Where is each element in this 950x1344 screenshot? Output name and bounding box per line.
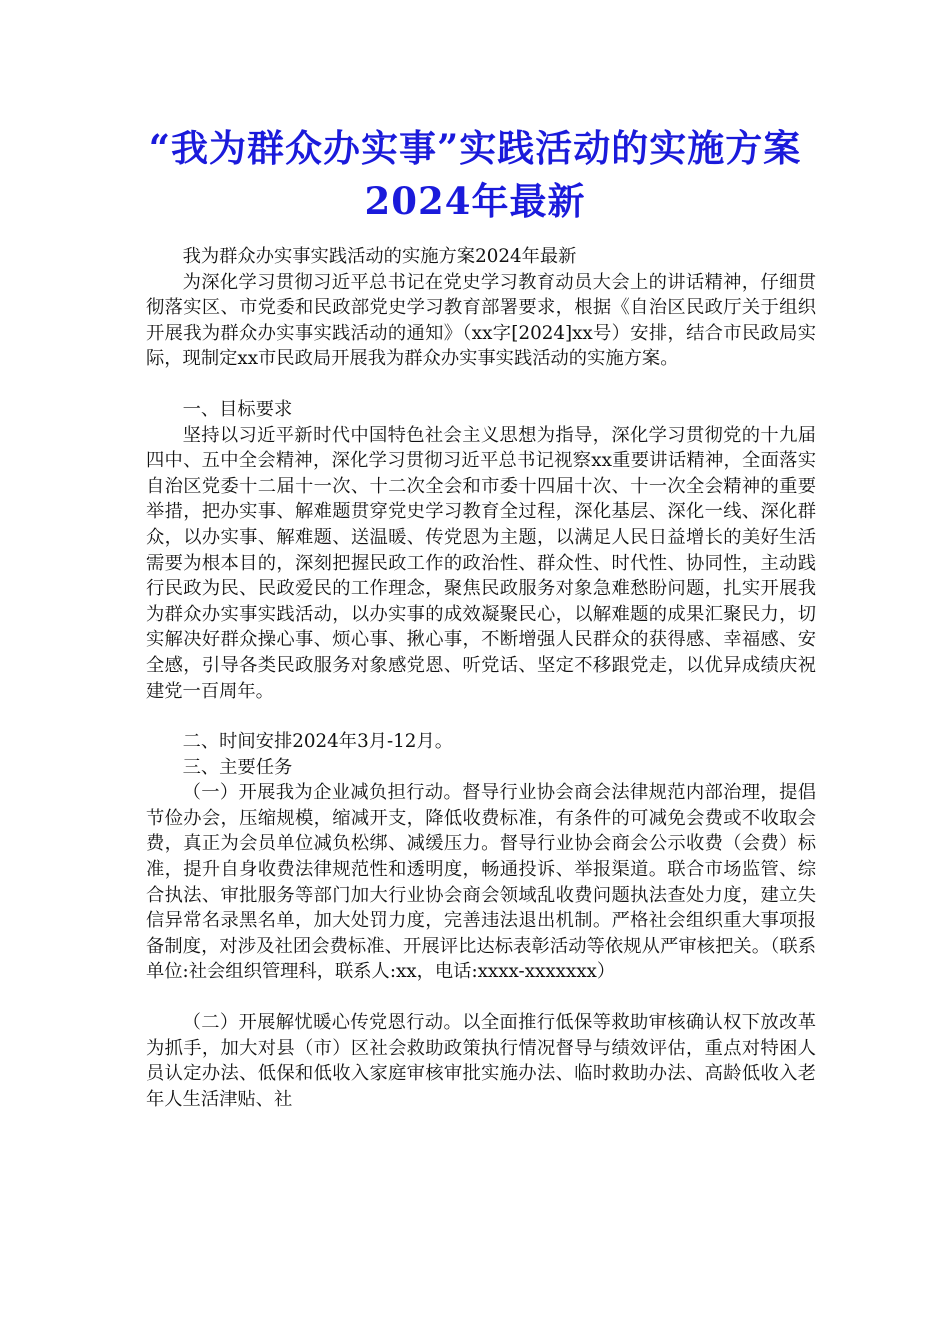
document-title: “我为群众办实事”实践活动的实施方案2024年最新 (148, 126, 802, 223)
document-body (146, 244, 816, 1112)
section-heading-schedule: 二、时间安排2024年3月-12月。 (182, 731, 454, 753)
section-heading-goals: 一、目标要求 (182, 398, 293, 420)
intro-paragraph: 为深化学习贯彻习近平总书记在党史学习教育动员大会上的讲话精神，仔细贯彻落实区、市党委和民政部党史学习教育部署要求，根据《自治区民政厅关于组织开展我为群众办实事实践活动的通知》（xx字[2024]xx号）安排，结合市民政局实际，现制定xx市民政局开展我为群众办实事实践活动的实施方案。 (146, 271, 816, 370)
task-one-paragraph: （一）开展我为企业减负担行动。督导行业协会商会法律规范内部治理，提倡节俭办会，压缩规模，缩减开支，降低收费标准，有条件的可减免会费或不收取会费，真正为会员单位减负松绑、减缓压力。督导行业协会商会公示收费（会费）标准，提升自身收费法律规范性和透明度，畅通投诉、举报渠道。联合市场监管、综合执法、审批服务等部门加大行业协会商会领域乱收费问题执法查处力度，建立失信异常名录黑名单，加大处罚力度，完善违法退出机制。严格社会组织重大事项报备制度，对涉及社团会费标准、开展评比达标表彰活动等依规从严审核把关。（联系单位:社会组织管理科，联系人:xx，电话:xxxx-xxxxxxx） (146, 782, 816, 983)
goals-paragraph: 坚持以习近平新时代中国特色社会主义思想为指导，深化学习贯彻党的十九届四中、五中全会精神，深化学习贯彻习近平总书记视察xx重要讲话精神，全面落实自治区党委十二届十一次、十二次全会和市委十四届十次、十一次全会精神的重要举措，把办实事、解难题贯穿党史学习教育全过程，深化基层、深化一线、深化群众，以办实事、解难题、送温暖、传党恩为主题，以满足人民日益增长的美好生活需要为根本目的，深刻把握民政工作的政治性、群众性、时代性、协同性，主动践行民政为民、民政爱民的工作理念，聚焦民政服务对象急难愁盼问题，扎实开展我为群众办实事实践活动，以办实事的成效凝聚民心，以解难题的成果汇聚民力，切实解决好群众操心事、烦心事、揪心事，不断增强人民群众的获得感、幸福感、安全感，引导各类民政服务对象感党恩、听党话、坚定不移跟党走，以优异成绩庆祝建党一百周年。 (146, 424, 816, 702)
task-two-paragraph: （二）开展解忧暖心传党恩行动。以全面推行低保等救助审核确认权下放改革为抓手，加大对县（市）区社会救助政策执行情况督导与绩效评估，重点对特困人员认定办法、低保和低收入家庭审核审批实施办法、临时救助办法、高龄低收入老年人生活津贴、社 (146, 1012, 816, 1110)
subtitle-paragraph: 我为群众办实事实践活动的实施方案2024年最新 (182, 246, 577, 267)
section-heading-tasks: 三、主要任务 (182, 756, 293, 778)
